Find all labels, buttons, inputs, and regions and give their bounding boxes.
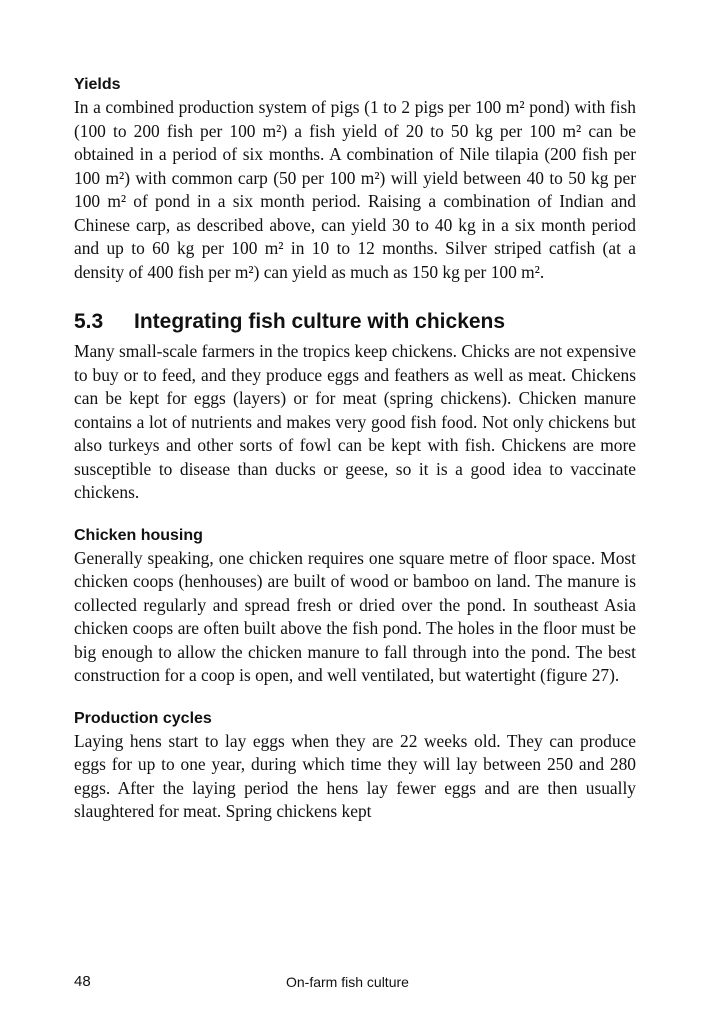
section-intro-paragraph: Many small-scale farmers in the tropics keep chickens. Chicks are not expensive to buy or to feed, and they produce eggs and feathers as well as meat. Chickens can be kept for eggs (layers) or for meat (spring chickens). Chicken manure contains a lot of nutrients and makes very good fish food. Not only chickens but also turkeys and other sorts of fowl can be kept with fish. Chickens are more susceptible to disease than ducks or geese, so it is a good idea to vaccinate chickens. <box>74 341 636 502</box>
running-title: On-farm fish culture <box>286 974 409 990</box>
section-title: Integrating fish culture with chickens <box>134 310 506 333</box>
housing-paragraph: Generally speaking, one chicken requires one square metre of floor space. Most chicken coops (henhouses) are built of wood or bamboo on land. The manure is collected regularly and spread fresh or dried over the pond. In southeast Asia chicken coops are often built above the fish pond. The holes in the floor must be big enough to allow the chicken manure to fall through into the pond. The best construction for a coop is open, and well ventilated, but watertight (figure 27). <box>74 547 636 685</box>
page-number: 48 <box>74 973 91 990</box>
yields-heading: Yields <box>74 76 121 93</box>
section-number: 5.3 <box>74 310 104 333</box>
housing-heading: Chicken housing <box>74 526 203 544</box>
page-content <box>74 74 636 824</box>
cycles-heading: Production cycles <box>74 709 212 727</box>
cycles-paragraph: Laying hens start to lay eggs when they are 22 weeks old. They can produce eggs for up to one year, during which time they will lay between 250 and 280 eggs. After the laying period the hens lay fewer eggs and are then usually slaughtered for meat. Spring chickens kept <box>74 730 636 821</box>
yields-paragraph: In a combined production system of pigs (1 to 2 pigs per 100 m² pond) with fish (100 to 200 fish per 100 m²) a fish yield of 20 to 50 kg per 100 m² can be obtained in a period of six months. A combination of Nile tilapia (200 fish per 100 m²) with common carp (50 per 100 m²) will yield between 40 to 50 kg per 100 m² of pond in a six month period. Raising a combination of Indian and Chinese carp, as described above, can yield 30 to 40 kg in a six month period and up to 60 kg per 100 m² in 10 to 12 months. Silver striped catfish (at a density of 400 fish per m²) can yield as much as 150 kg per 100 m². <box>74 97 636 282</box>
section-heading <box>74 308 636 336</box>
